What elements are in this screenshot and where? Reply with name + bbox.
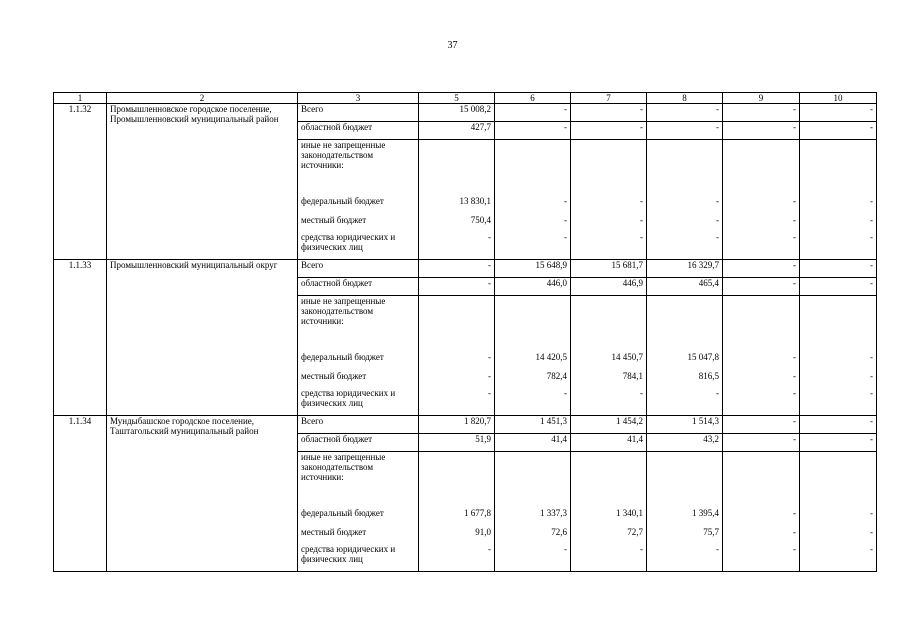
amount-cell: 14 420,5 (495, 350, 571, 369)
amount-cell: - (495, 194, 571, 213)
amount-cell: - (571, 213, 647, 232)
municipality-name: Мундыбашское городское поселение, Таштагольский муниципальный район (107, 416, 298, 572)
amount-cell: 784,1 (571, 369, 647, 388)
amount-cell: - (723, 104, 800, 122)
funding-source: областной бюджет (298, 122, 419, 140)
funding-source: местный бюджет (298, 369, 419, 388)
amount-cell: - (800, 260, 877, 278)
amount-cell: - (419, 388, 495, 416)
amount-cell: - (495, 388, 571, 416)
amount-cell (571, 452, 647, 507)
amount-cell: - (571, 544, 647, 572)
amount-cell (571, 140, 647, 195)
amount-cell: 427,7 (419, 122, 495, 140)
amount-cell: - (647, 544, 723, 572)
amount-cell: 15 008,2 (419, 104, 495, 122)
amount-cell: - (419, 350, 495, 369)
amount-cell: 1 395,4 (647, 506, 723, 525)
column-number: 7 (571, 93, 647, 104)
amount-cell: 465,4 (647, 278, 723, 296)
amount-cell: 16 329,7 (647, 260, 723, 278)
amount-cell: - (571, 104, 647, 122)
amount-cell: - (800, 434, 877, 452)
amount-cell: - (800, 232, 877, 260)
amount-cell: - (419, 278, 495, 296)
amount-cell: - (571, 388, 647, 416)
amount-cell: - (800, 350, 877, 369)
amount-cell: - (723, 260, 800, 278)
amount-cell: 816,5 (647, 369, 723, 388)
amount-cell: 1 340,1 (571, 506, 647, 525)
amount-cell: 75,7 (647, 525, 723, 544)
amount-cell: - (723, 416, 800, 434)
amount-cell: 782,4 (495, 369, 571, 388)
funding-source: средства юридических и физических лиц (298, 232, 419, 260)
amount-cell: - (647, 388, 723, 416)
amount-cell: - (800, 104, 877, 122)
amount-cell: 446,9 (571, 278, 647, 296)
amount-cell (419, 140, 495, 195)
amount-cell: 13 830,1 (419, 194, 495, 213)
amount-cell: - (647, 104, 723, 122)
funding-source: местный бюджет (298, 525, 419, 544)
amount-cell: 15 047,8 (647, 350, 723, 369)
column-number: 9 (723, 93, 800, 104)
amount-cell: 43,2 (647, 434, 723, 452)
amount-cell: - (495, 544, 571, 572)
column-number: 5 (419, 93, 495, 104)
funding-source: средства юридических и физических лиц (298, 388, 419, 416)
amount-cell (723, 140, 800, 195)
amount-cell (571, 296, 647, 351)
table-row (54, 104, 877, 122)
amount-cell: 72,6 (495, 525, 571, 544)
funding-source: Всего (298, 104, 419, 122)
funding-source: иные не запрещенные законодательством источники: (298, 296, 419, 351)
funding-source: иные не запрещенные законодательством источники: (298, 452, 419, 507)
amount-cell: - (800, 213, 877, 232)
amount-cell: - (495, 122, 571, 140)
amount-cell: - (495, 213, 571, 232)
amount-cell: - (800, 544, 877, 572)
amount-cell: - (571, 232, 647, 260)
amount-cell: - (723, 194, 800, 213)
amount-cell: - (800, 122, 877, 140)
budget-table (53, 92, 877, 572)
amount-cell: - (647, 122, 723, 140)
amount-cell: - (647, 213, 723, 232)
amount-cell: 91,0 (419, 525, 495, 544)
page-number: 37 (447, 40, 458, 51)
amount-cell: - (800, 506, 877, 525)
amount-cell: - (723, 388, 800, 416)
amount-cell: - (800, 278, 877, 296)
amount-cell: - (723, 544, 800, 572)
table-row (54, 260, 877, 278)
amount-cell: - (800, 369, 877, 388)
amount-cell (419, 296, 495, 351)
amount-cell: - (723, 369, 800, 388)
amount-cell (647, 140, 723, 195)
amount-cell (495, 140, 571, 195)
amount-cell: 14 450,7 (571, 350, 647, 369)
amount-cell: 750,4 (419, 213, 495, 232)
amount-cell: 446,0 (495, 278, 571, 296)
amount-cell: - (571, 194, 647, 213)
amount-cell (647, 296, 723, 351)
funding-source: областной бюджет (298, 278, 419, 296)
amount-cell: - (723, 278, 800, 296)
municipality-name: Промышленновское городское поселение, Промышленновский муниципальный район (107, 104, 298, 260)
amount-cell: 1 514,3 (647, 416, 723, 434)
amount-cell (647, 452, 723, 507)
amount-cell (495, 296, 571, 351)
amount-cell: - (723, 232, 800, 260)
amount-cell: - (495, 232, 571, 260)
funding-source: федеральный бюджет (298, 506, 419, 525)
amount-cell (495, 452, 571, 507)
table-row (54, 416, 877, 434)
amount-cell: - (800, 525, 877, 544)
amount-cell: - (419, 369, 495, 388)
amount-cell: 51,9 (419, 434, 495, 452)
amount-cell (723, 296, 800, 351)
amount-cell: - (800, 416, 877, 434)
amount-cell: 1 451,3 (495, 416, 571, 434)
amount-cell: - (723, 434, 800, 452)
amount-cell (723, 452, 800, 507)
amount-cell: - (800, 194, 877, 213)
funding-source: Всего (298, 416, 419, 434)
amount-cell: - (571, 122, 647, 140)
amount-cell (800, 296, 877, 351)
amount-cell (800, 140, 877, 195)
amount-cell: 1 337,3 (495, 506, 571, 525)
amount-cell: 41,4 (495, 434, 571, 452)
funding-source: иные не запрещенные законодательством источники: (298, 140, 419, 195)
amount-cell: - (647, 232, 723, 260)
amount-cell: 1 454,2 (571, 416, 647, 434)
amount-cell: 15 681,7 (571, 260, 647, 278)
item-code: 1.1.33 (54, 260, 107, 416)
amount-cell: 1 820,7 (419, 416, 495, 434)
column-number: 1 (54, 93, 107, 104)
amount-cell: - (723, 506, 800, 525)
funding-source: Всего (298, 260, 419, 278)
funding-source: федеральный бюджет (298, 194, 419, 213)
amount-cell: - (419, 260, 495, 278)
amount-cell: - (723, 122, 800, 140)
amount-cell: 41,4 (571, 434, 647, 452)
funding-source: федеральный бюджет (298, 350, 419, 369)
column-number-row (54, 93, 877, 104)
column-number: 8 (647, 93, 723, 104)
funding-source: местный бюджет (298, 213, 419, 232)
funding-source: средства юридических и физических лиц (298, 544, 419, 572)
amount-cell: - (495, 104, 571, 122)
item-code: 1.1.34 (54, 416, 107, 572)
amount-cell: - (419, 544, 495, 572)
amount-cell (419, 452, 495, 507)
amount-cell: - (647, 194, 723, 213)
amount-cell: - (723, 213, 800, 232)
amount-cell: - (723, 350, 800, 369)
amount-cell: 15 648,9 (495, 260, 571, 278)
column-number: 2 (107, 93, 298, 104)
amount-cell (800, 452, 877, 507)
municipality-name: Промышленновский муниципальный округ (107, 260, 298, 416)
amount-cell: - (800, 388, 877, 416)
amount-cell: 1 677,8 (419, 506, 495, 525)
amount-cell: - (419, 232, 495, 260)
column-number: 6 (495, 93, 571, 104)
funding-source: областной бюджет (298, 434, 419, 452)
column-number: 3 (298, 93, 419, 104)
amount-cell: - (723, 525, 800, 544)
amount-cell: 72,7 (571, 525, 647, 544)
item-code: 1.1.32 (54, 104, 107, 260)
column-number: 10 (800, 93, 877, 104)
